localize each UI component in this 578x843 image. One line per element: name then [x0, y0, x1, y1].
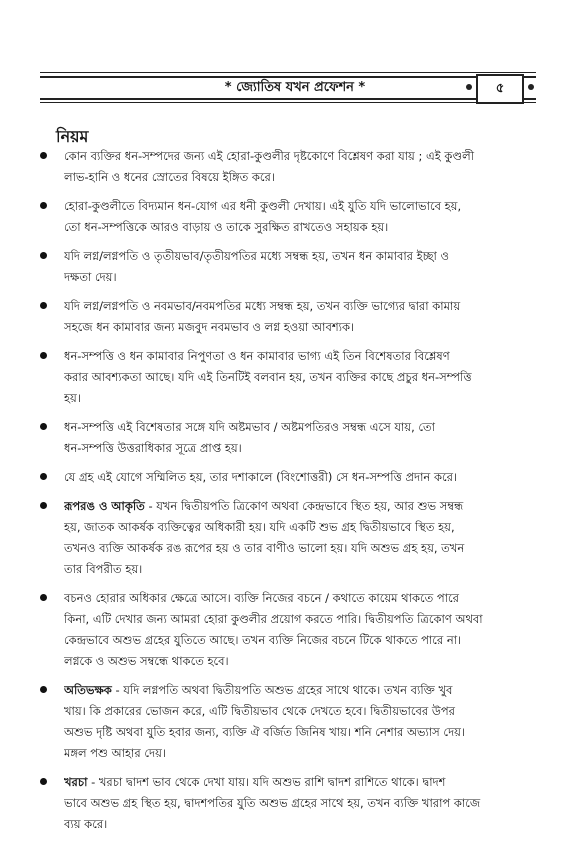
rule-line: ধন-সম্পত্তি এই বিশেষতার সঙ্গে যদি অষ্টমভাব / অষ্টমপতিরও সম্বন্ধ এসে যায়, তো	[64, 420, 436, 434]
rule-item	[40, 246, 540, 288]
rule-item	[40, 467, 540, 488]
bullet-icon	[40, 352, 47, 359]
rule-line: তখনও ব্যক্তি আকর্ষক রঙ রূপের হয় ও তার বাণীও ভালো হয়। যদি অশুভ গ্রহ হয়, তখন	[64, 541, 465, 555]
rule-item	[40, 417, 540, 459]
section-title: নিয়ম	[56, 127, 89, 146]
header-rule	[40, 102, 536, 103]
rule-line: দক্ষতা দেয়।	[64, 270, 117, 284]
rules-list	[40, 146, 540, 843]
rule-line: লাভ-হানি ও ধনের স্রোতের বিষয়ে ইঙ্গিত করে।	[64, 170, 275, 184]
running-header-title: * জ্যোতিষ যখন প্রফেশন *	[210, 80, 380, 96]
rule-line-text: - খরচা দ্বাদশ ভাব থেকে দেখা যায়। যদি অশুভ রাশি দ্বাদশ রাশিতে থাকে। দ্বাদশ	[87, 775, 446, 789]
rule-line: যে গ্রহ এই যোগে সম্মিলিত হয়, তার দশাকালে (বিংশোত্তরী) সে ধন-সম্পত্তি প্রদান করে।	[64, 470, 458, 484]
rule-line: হয়।	[64, 391, 81, 405]
bullet-icon	[40, 202, 47, 209]
rule-line: সহজে ধন কামাবার জন্য মজবুদ নবমভাব ও লগ্ন হওয়া আবশ্যক।	[64, 320, 355, 334]
header-rule	[40, 76, 536, 78]
rule-line: হয়, জাতক আকর্ষক ব্যক্তিত্বের অধিকারী হয়। যদি একটি শুভ গ্রহ দ্বিতীয়ভাবে স্থিত হয়,	[64, 520, 455, 534]
bullet-icon	[40, 778, 47, 785]
header-rule	[40, 72, 536, 73]
bullet-icon	[40, 423, 47, 430]
rule-item	[40, 296, 540, 338]
rule-line: কিনা, এটি দেখার জন্য আমরা হোরা কুণ্ডলীর প্রয়োগ করতে পারি। দ্বিতীয়পতি ত্রিকোণ অথবা	[64, 612, 483, 626]
rule-line: হোরা-কুণ্ডলীতে বিদ্যমান ধন-যোগ এর ধনী কুণ্ডলী দেখায়। এই যুতি যদি ভালোভাবে হয়,	[64, 199, 462, 213]
rule-item	[40, 496, 540, 580]
rule-line	[64, 772, 540, 793]
rule-line: ভাবে অশুভ গ্রহ স্থিত হয়, দ্বাদশপতির যুতি অশুভ গ্রহের সাথে হয়, তখন ব্যক্তি খারাপ কাজে	[64, 796, 481, 810]
rule-item	[40, 346, 540, 409]
rule-line: যদি লগ্ন/লগ্নপতি ও নবমভাব/নবমপতির মধ্যে সম্বন্ধ হয়, তখন ব্যক্তি ভাগ্যের দ্বারা কামায়	[64, 299, 461, 313]
rule-line	[64, 496, 540, 517]
rule-item	[40, 680, 540, 764]
rule-line: লগ্নকে ও অশুভ সম্বন্ধে থাকতে হবে।	[64, 654, 229, 668]
page-number: ৫	[476, 74, 524, 104]
rule-line: খায়। কি প্রকারের ভোজন করে, এটি দ্বিতীয়ভাব থেকে দেখতে হবে। দ্বিতীয়ভাবের উপর	[64, 704, 455, 718]
rule-line: করার আবশ্যকতা আছে। যদি এই তিনটিই বলবান হয়, তখন ব্যক্তির কাছে প্রচুর ধন-সম্পত্তি	[64, 370, 472, 384]
bullet-icon	[40, 152, 47, 159]
rule-line: তো ধন-সম্পত্তিকে আরও বাড়ায় ও তাকে সুরক্ষিত রাখতেও সহায়ক হয়।	[64, 220, 389, 234]
rule-line: যদি লগ্ন/লগ্নপতি ও তৃতীয়ভাব/তৃতীয়পতির মধ্যে সম্বন্ধ হয়, তখন ধন কামাবার ইচ্ছা ও	[64, 249, 449, 263]
rule-lead-term: খরচা	[64, 775, 88, 789]
rule-item	[40, 146, 540, 188]
page-header	[40, 70, 536, 104]
bullet-icon	[40, 594, 47, 601]
rule-line: কোন ব্যক্তির ধন-সম্পদের জন্য এই হোরা-কুণ্ডলীর দৃষ্টকোণে বিশ্লেষণ করা যায় ; এই কুণ্ডলী	[64, 149, 475, 163]
bullet-icon	[40, 502, 47, 509]
bullet-icon	[40, 686, 47, 693]
rule-lead-term: রূপরঙ ও আকৃতি	[64, 499, 145, 513]
rule-line-text: - যখন দ্বিতীয়পতি ত্রিকোণ অথবা কেন্দ্রভাবে স্থিত হয়, আর শুভ সম্বন্ধ	[144, 499, 464, 513]
rule-item	[40, 196, 540, 238]
rule-line-text: - যদি লগ্নপতি অথবা দ্বিতীয়পতি অশুভ গ্রহের সাথে থাকে। তখন ব্যক্তি খুব	[111, 683, 453, 697]
rule-line: ব্যয় করে।	[64, 817, 108, 831]
bullet-icon	[40, 252, 47, 259]
rule-line	[64, 680, 540, 701]
bullet-icon	[40, 473, 47, 480]
bullet-icon	[40, 302, 47, 309]
rule-line: ধন-সম্পত্তি ও ধন কামাবার নিপুণতা ও ধন কামাবার ভাগ্য এই তিন বিশেষতার বিশ্লেষণ	[64, 349, 450, 363]
rule-line: মঙ্গল পশু আহার দেয়।	[64, 746, 166, 760]
rule-lead-term: অতিভক্ষক	[64, 683, 112, 697]
rule-line: ধন-সম্পত্তি উত্তরাধিকার সূত্রে প্রাপ্ত হয়।	[64, 441, 242, 455]
rule-line: কেন্দ্রভাবে অশুভ গ্রহের যুতিতে আছে। তখন ব্যক্তি নিজের বচনে টিকে থাকতে পারে না।	[64, 633, 462, 647]
rule-line: তার বিপরীত হয়।	[64, 562, 143, 576]
rule-line: বচনও হোরার অধিকার ক্ষেত্রে আসে। ব্যক্তি নিজের বচনে / কথাতে কায়েম থাকতে পারে	[64, 591, 459, 605]
rule-line: অশুভ দৃষ্টি অথবা যুতি হবার জন্য, ব্যক্তি ঐ বর্জিত জিনিষ খায়। শনি নেশার অভ্যাস দেয়।	[64, 725, 466, 739]
rule-item	[40, 772, 540, 835]
rule-item	[40, 588, 540, 672]
header-rule	[40, 98, 536, 100]
